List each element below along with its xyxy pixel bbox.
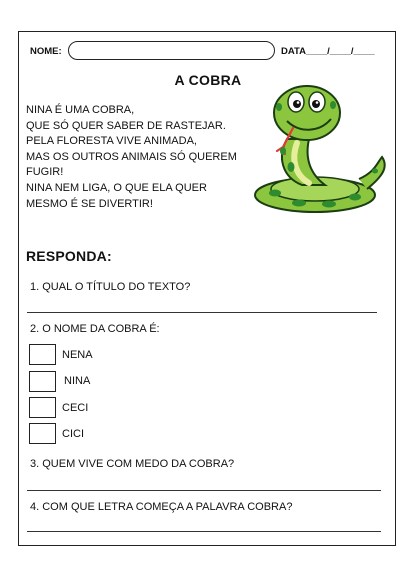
question-4: 4. COM QUE LETRA COMEÇA A PALAVRA COBRA?	[30, 501, 293, 513]
story-line: PELA FLORESTA VIVE ANIMADA,	[26, 135, 197, 148]
answer-line-3[interactable]	[27, 490, 381, 491]
story-line: QUE SÓ QUER SABER DE RASTEJAR.	[26, 119, 226, 132]
story-line: NINA NEM LIGA, O QUE ELA QUER	[26, 181, 207, 194]
option-checkbox-ceci[interactable]	[29, 397, 56, 418]
story-line: MAS OS OUTROS ANIMAIS SÓ QUEREM	[26, 150, 237, 163]
option-checkbox-nina[interactable]	[29, 371, 56, 392]
story-text	[26, 103, 237, 212]
question-2: 2. O NOME DA COBRA É:	[30, 323, 160, 335]
story-line: FUGIR!	[26, 166, 64, 179]
answer-line-1[interactable]	[27, 312, 377, 313]
option-label: CICI	[62, 428, 84, 440]
snake-illustration-icon	[247, 77, 392, 217]
story-title: A COBRA	[174, 72, 242, 88]
story-line: MESMO É SE DIVERTIR!	[26, 197, 153, 210]
option-checkbox-cici[interactable]	[29, 423, 56, 444]
answer-line-4[interactable]	[27, 531, 381, 532]
worksheet	[18, 31, 396, 546]
name-input-box[interactable]	[68, 41, 275, 60]
option-label: CECI	[62, 402, 89, 414]
respond-heading: RESPONDA:	[26, 248, 112, 264]
option-label: NINA	[64, 375, 91, 387]
story-line: NINA É UMA COBRA,	[26, 104, 135, 116]
option-label: NENA	[62, 349, 93, 361]
option-checkbox-nena[interactable]	[29, 344, 56, 365]
question-1: 1. QUAL O TÍTULO DO TEXTO?	[30, 281, 191, 293]
name-label: NOME:	[30, 46, 62, 57]
date-label: DATA____/____/____	[281, 46, 375, 57]
question-3: 3. QUEM VIVE COM MEDO DA COBRA?	[30, 458, 235, 470]
